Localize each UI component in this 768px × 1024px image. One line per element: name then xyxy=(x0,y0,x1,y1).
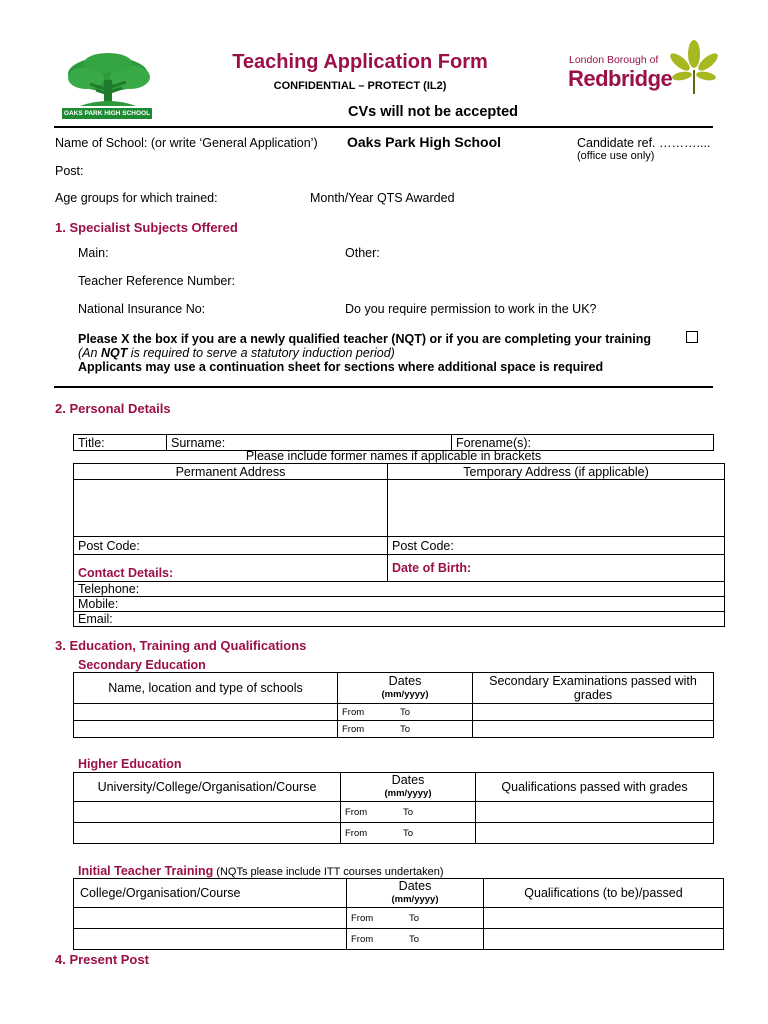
secondary-row-2-dates[interactable] xyxy=(338,721,473,738)
higher-row-1-quals[interactable] xyxy=(476,802,714,823)
higher-education-heading: Higher Education xyxy=(78,757,182,771)
secondary-row-2-exams[interactable] xyxy=(473,721,714,738)
higher-col-quals: Qualifications passed with grades xyxy=(476,773,714,802)
nqt-note-pre: (An xyxy=(78,346,101,360)
office-use-note: (office use only) xyxy=(577,150,655,162)
nqt-checkbox[interactable] xyxy=(686,331,698,343)
itt-row-1-course[interactable] xyxy=(74,908,347,929)
higher-row-1-course[interactable] xyxy=(74,802,341,823)
to-label: To xyxy=(400,723,411,735)
higher-col-dates xyxy=(341,773,476,802)
telephone-field[interactable]: Telephone: xyxy=(74,582,725,597)
secondary-row-2-school[interactable] xyxy=(74,721,338,738)
itt-col-quals: Qualifications (to be)/passed xyxy=(484,879,724,908)
email-field[interactable]: Email: xyxy=(74,612,725,627)
temporary-postcode-field[interactable]: Post Code: xyxy=(388,537,725,555)
secondary-row-1-school[interactable] xyxy=(74,704,338,721)
contact-details-label: Contact Details: xyxy=(78,566,174,580)
section-3-heading: 3. Education, Training and Qualifications xyxy=(55,638,307,653)
nqt-note-post: is required to serve a statutory induction period) xyxy=(127,346,395,360)
itt-row-2-quals[interactable] xyxy=(484,929,724,950)
post-label: Post: xyxy=(55,164,84,178)
dates-label: Dates xyxy=(398,879,432,893)
form-title: Teaching Application Form xyxy=(232,51,488,73)
school-name-value[interactable]: Oaks Park High School xyxy=(347,134,502,150)
dates-format: (mm/yyyy) xyxy=(391,894,439,905)
nqt-note xyxy=(78,346,395,360)
itt-heading: Initial Teacher Training xyxy=(78,864,214,878)
itt-table xyxy=(73,878,724,950)
nqt-instruction: Please X the box if you are a newly qualified teacher (NQT) or if you are completing your training xyxy=(78,332,652,346)
dates-format: (mm/yyyy) xyxy=(381,689,429,700)
higher-row-2-dates[interactable] xyxy=(341,823,476,844)
council-logo-line1: London Borough of xyxy=(569,54,659,66)
itt-col-course: College/Organisation/Course xyxy=(74,879,347,908)
from-label: From xyxy=(351,933,374,945)
section-4-heading: 4. Present Post xyxy=(55,952,149,967)
itt-row-2-dates[interactable] xyxy=(347,929,484,950)
dates-label: Dates xyxy=(391,773,425,787)
to-label: To xyxy=(400,706,411,718)
ni-label: National Insurance No: xyxy=(78,302,206,316)
secondary-col-schools: Name, location and type of schools xyxy=(74,673,338,704)
section-2-heading: 2. Personal Details xyxy=(55,401,171,416)
age-groups-label: Age groups for which trained: xyxy=(55,191,218,205)
from-label: From xyxy=(342,723,365,735)
contact-details-cell xyxy=(74,555,388,582)
continuation-note: Applicants may use a continuation sheet for sections where additional space is required xyxy=(78,360,604,374)
title-field[interactable]: Title: xyxy=(74,435,167,451)
permanent-address-input[interactable] xyxy=(74,480,388,537)
chestnut-leaf-icon xyxy=(666,40,722,96)
school-logo-text: OAKS PARK HIGH SCHOOL xyxy=(63,110,151,117)
secondary-education-heading: Secondary Education xyxy=(78,658,206,672)
itt-row-1-quals[interactable] xyxy=(484,908,724,929)
permanent-postcode-field[interactable]: Post Code: xyxy=(74,537,388,555)
council-logo-line2: Redbridge xyxy=(568,66,673,91)
section-1-heading: 1. Specialist Subjects Offered xyxy=(55,220,238,235)
secondary-row-1-exams[interactable] xyxy=(473,704,714,721)
permission-label: Do you require permission to work in the UK? xyxy=(345,302,597,316)
section1-rule xyxy=(54,386,713,388)
surname-field[interactable]: Surname: xyxy=(167,435,452,451)
permanent-address-header: Permanent Address xyxy=(74,464,388,480)
from-label: From xyxy=(345,827,368,839)
itt-note: (NQTs please include ITT courses undertaken) xyxy=(213,866,444,878)
higher-education-table xyxy=(73,772,714,844)
to-label: To xyxy=(409,933,420,945)
higher-col-course: University/College/Organisation/Course xyxy=(74,773,341,802)
school-name-label: Name of School: (or write ‘General Application’) xyxy=(55,136,318,150)
mobile-field[interactable]: Mobile: xyxy=(74,597,725,612)
other-subject-label: Other: xyxy=(345,246,380,260)
secondary-education-table xyxy=(73,672,714,738)
temporary-address-header: Temporary Address (if applicable) xyxy=(388,464,725,480)
from-label: From xyxy=(345,806,368,818)
itt-col-dates xyxy=(347,879,484,908)
dates-format: (mm/yyyy) xyxy=(384,788,432,799)
forenames-field[interactable]: Forename(s): xyxy=(452,435,714,451)
dob-field[interactable] xyxy=(388,555,725,582)
address-table xyxy=(73,463,725,627)
higher-row-2-course[interactable] xyxy=(74,823,341,844)
dates-label: Dates xyxy=(388,674,422,688)
from-label: From xyxy=(342,706,365,718)
former-names-note: Please include former names if applicable in brackets xyxy=(245,449,542,463)
secondary-col-exams: Secondary Examinations passed with grades xyxy=(473,673,714,704)
itt-row-1-dates[interactable] xyxy=(347,908,484,929)
council-logo xyxy=(568,48,738,98)
main-subject-label: Main: xyxy=(78,246,109,260)
to-label: To xyxy=(403,827,414,839)
cv-notice: CVs will not be accepted xyxy=(347,104,518,120)
dob-label: Date of Birth: xyxy=(392,561,472,575)
nqt-note-bold: NQT xyxy=(100,346,128,360)
from-label: From xyxy=(351,912,374,924)
secondary-col-dates xyxy=(338,673,473,704)
header-rule xyxy=(54,126,713,128)
to-label: To xyxy=(409,912,420,924)
secondary-row-1-dates[interactable] xyxy=(338,704,473,721)
classification-label: CONFIDENTIAL – PROTECT (IL2) xyxy=(273,80,447,92)
itt-row-2-course[interactable] xyxy=(74,929,347,950)
trn-label: Teacher Reference Number: xyxy=(78,274,236,288)
higher-row-1-dates[interactable] xyxy=(341,802,476,823)
candidate-ref: Candidate ref. ……….... xyxy=(577,136,711,150)
temporary-address-input[interactable] xyxy=(388,480,725,537)
higher-row-2-quals[interactable] xyxy=(476,823,714,844)
qts-label: Month/Year QTS Awarded xyxy=(310,191,455,205)
to-label: To xyxy=(403,806,414,818)
itt-heading-line xyxy=(78,864,444,878)
